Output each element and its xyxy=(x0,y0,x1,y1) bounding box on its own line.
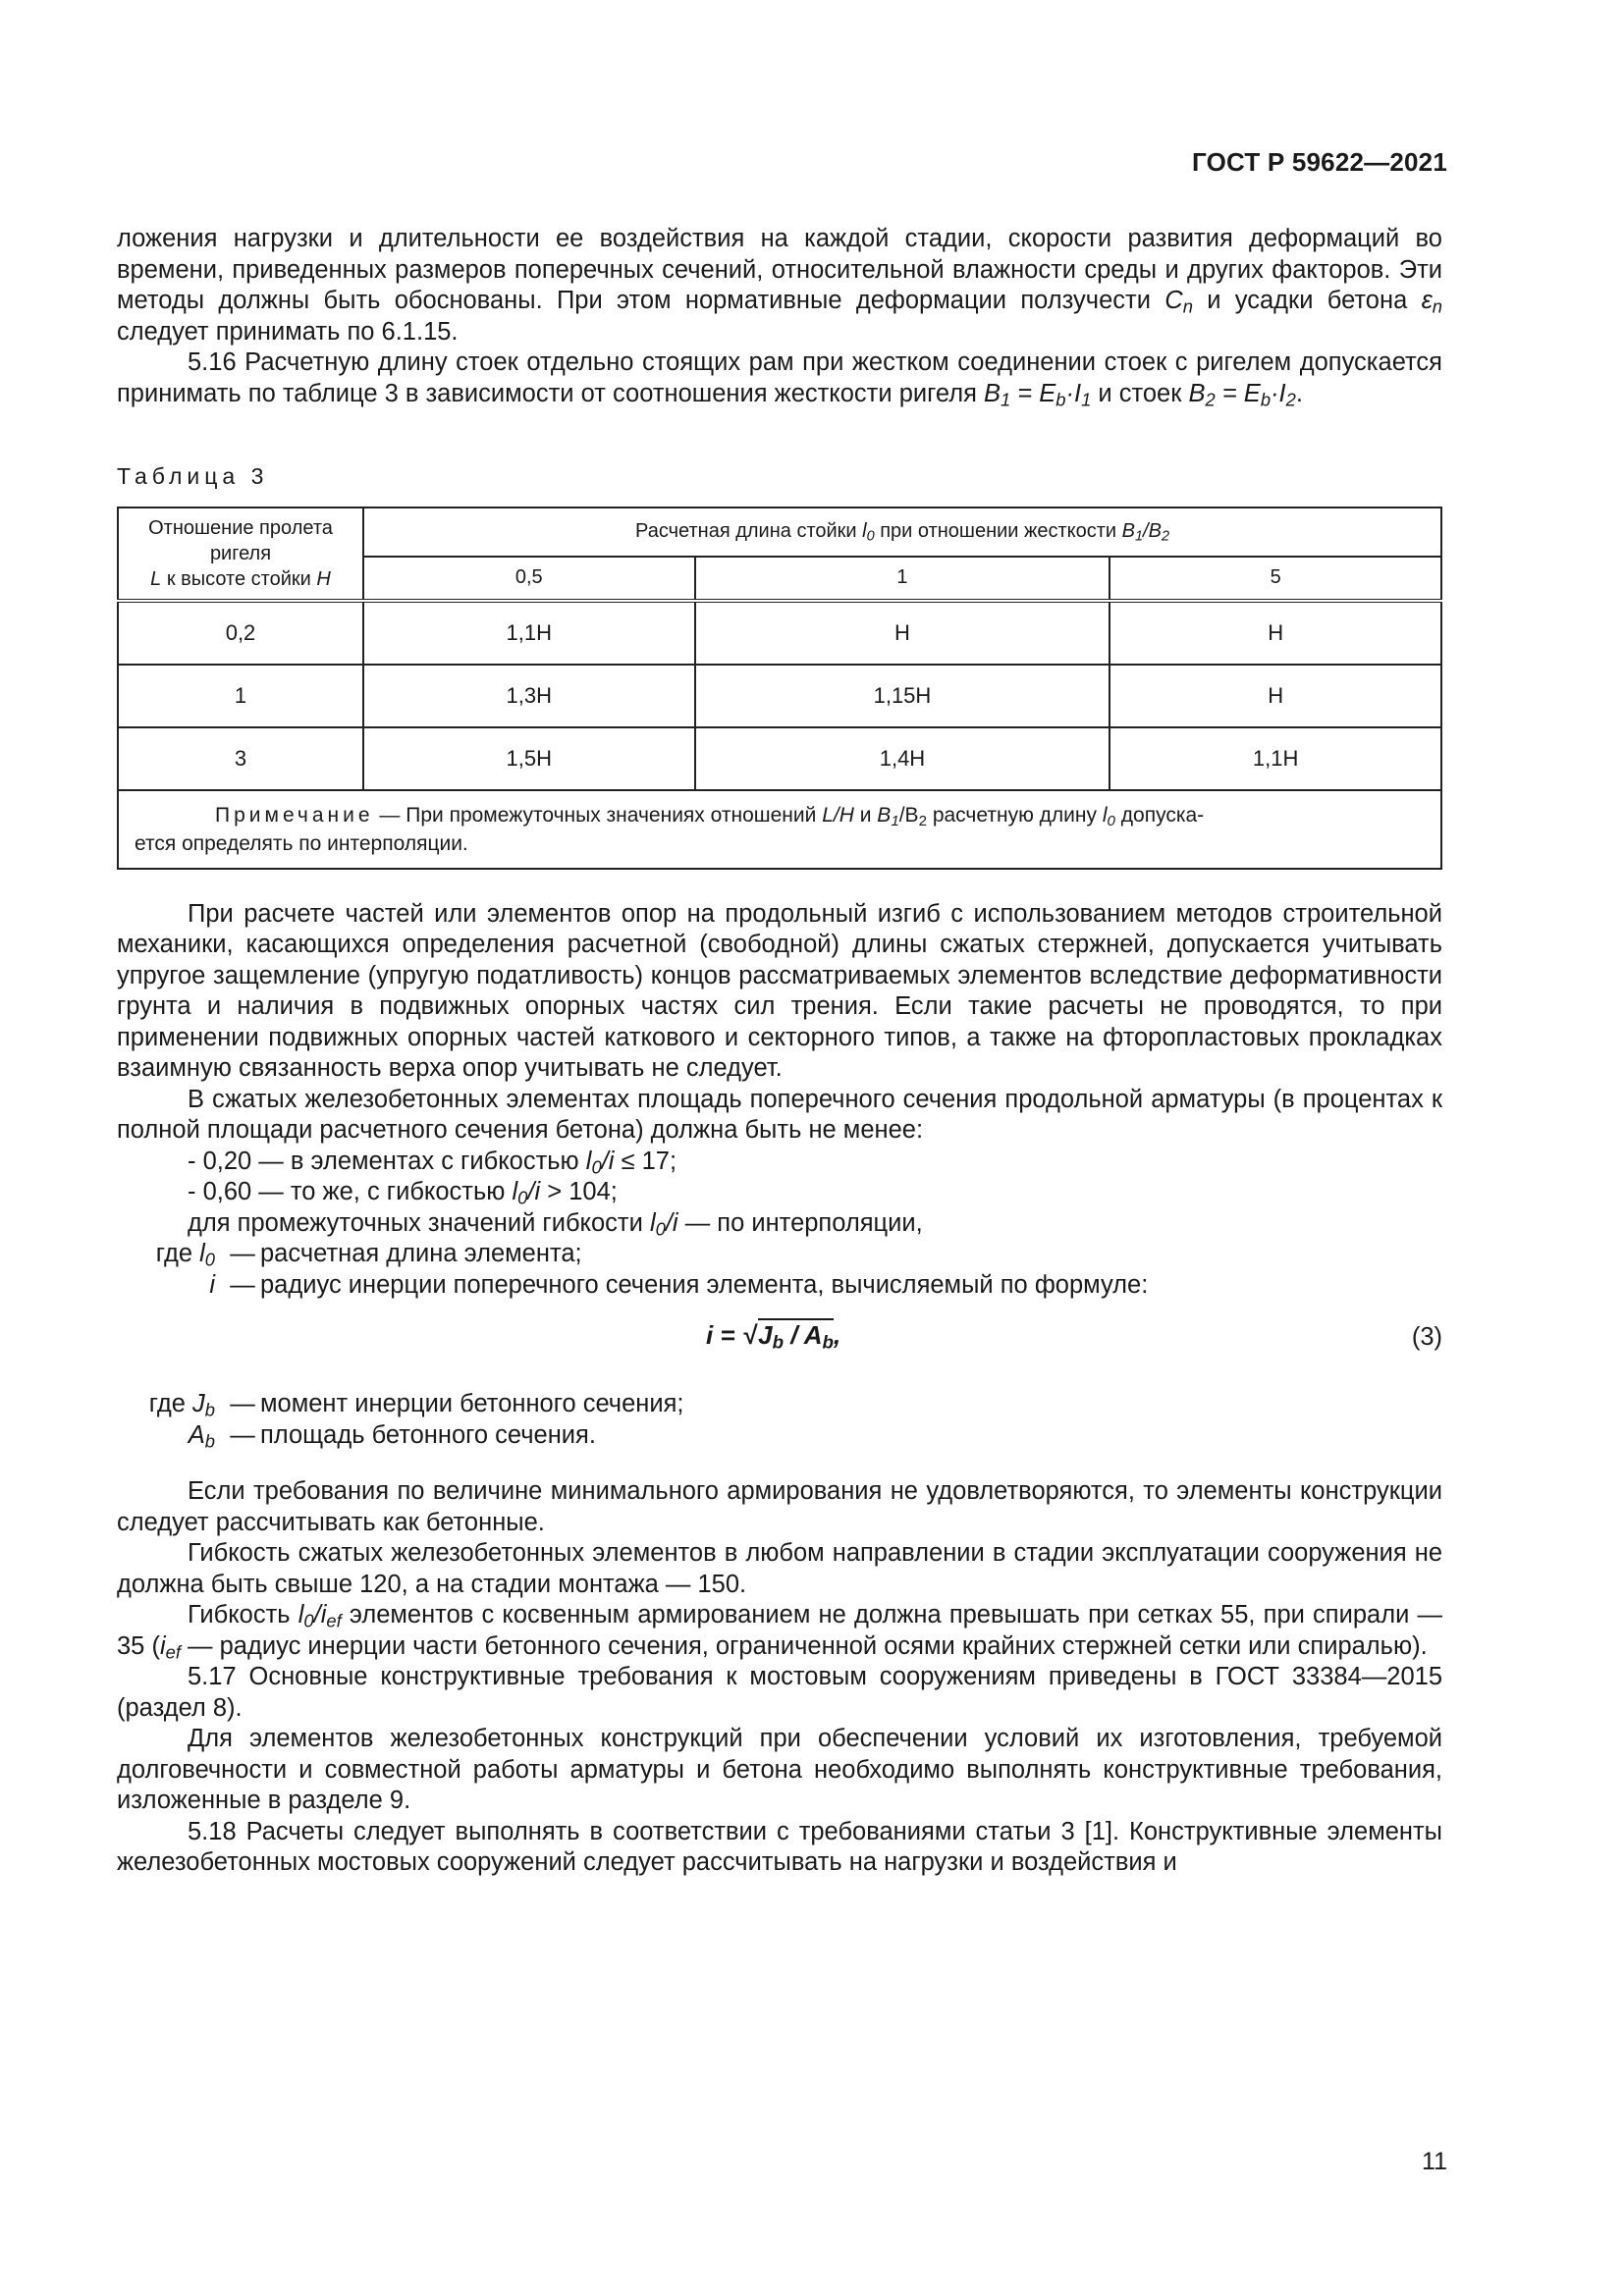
paragraph-creep-tail: и xyxy=(1207,287,1221,314)
definition-text: радиус инерции поперечного сечения элемента, вычисляемый по формуле: xyxy=(260,1270,1149,1299)
list-item-020 xyxy=(117,1147,1442,1178)
definition-Jb xyxy=(117,1389,1442,1420)
list-item-intermediate-tail: — по интерполяции, xyxy=(684,1208,923,1237)
paragraph-buckling: При расчете частей или элементов опор на продольный изгиб с использованием методов строительной механики, касающихся определения расчетной (свободной) длины сжатых стержней, допускается учитывать упругое защемление (упругую податливость) концов рассматриваемых элементов вследствие деформативности грунта и наличия в подвижных опорных частях сил трения. Если такие расчеты не проводятся, то при применении подвижных опорных частей каткового и секторного типов, а также на фторопластовых прокладках взаимную связанность верха опор учитывать не следует. xyxy=(117,899,1442,1082)
table-subhead-2: 5 xyxy=(1110,557,1441,601)
table-note-label: Примечание xyxy=(215,803,374,827)
symbol-l0-i: $l_0/i$ xyxy=(649,1208,678,1240)
page-number: 11 xyxy=(1422,2148,1447,2175)
symbol-L: L xyxy=(150,567,162,590)
table-head-length-text: Расчетная длина стойки xyxy=(635,519,857,542)
table-3 xyxy=(117,507,1442,870)
paragraph-min-reinforcement: Если требования по величине минимального армирования не удовлетворяются, то элементы конструкции следует рассчитывать как бетонные. xyxy=(117,1477,1442,1536)
table-cell-ratio: 0,2 xyxy=(118,601,363,665)
list-item-intermediate-text: для промежуточных значений гибкости xyxy=(188,1208,643,1237)
list-item-intermediate xyxy=(117,1208,1442,1240)
table-note-text-e: ется определять по интерполяции. xyxy=(135,831,468,855)
table-note: Примечание — При промежуточных значениях отношений L/H и $B_1/B_2$ расчетную длину $l_0$ допуска- ется определять по интерполяции. xyxy=(118,790,1441,869)
symbol-l0-i: $l_0/i$ xyxy=(585,1147,615,1178)
paragraph-shrinkage-text: усадки бетона xyxy=(1234,287,1408,314)
symbol-l0: $l_0$ xyxy=(862,519,875,545)
formula-B1: $B_1 = E_b\cdot I_1$ xyxy=(983,379,1092,410)
table-cell-ratio: 1 xyxy=(118,665,363,727)
paragraph-durability: Для элементов железобетонных конструкций при обеспечении условий их изготовления, требуемой долговечности и совместной работы арматуры и бетона необходимо выполнять конструктивные требования, изложенные в разделе 9. xyxy=(117,1725,1442,1814)
symbol-Jb: $J_b$ xyxy=(192,1390,215,1420)
table-cell: H xyxy=(1110,601,1441,665)
table-cell: 1,3H xyxy=(363,665,695,727)
paragraph-5-16: 5.16 Расчетную длину стоек отдельно стоящих рам при жестком соединении стоек с ригелем допускается принимать по таблице 3 в зависимости от соотношения жесткости ригеля $B_1 = E_b\cdot I_1$ и стоек $B_2 = E_b\cdot I_2$. xyxy=(117,348,1442,410)
list-item-060-tail: > 104; xyxy=(547,1178,618,1205)
paragraph-slenderness: Гибкость сжатых железобетонных элементов в любом направлении в стадии эксплуатации сооружения не должна быть свыше 120, а на стадии монтажа — 150. xyxy=(117,1539,1442,1598)
table-head-length xyxy=(363,507,1441,557)
table-subhead-0: 0,5 xyxy=(363,557,695,601)
list-item-020-text: - 0,20 — в элементах с гибкостью xyxy=(188,1147,579,1175)
table-cell: 1,5H xyxy=(363,727,695,790)
table-note-text-b: и xyxy=(859,803,872,827)
definition-Ab xyxy=(117,1420,1442,1452)
definition-l0 xyxy=(117,1239,1442,1270)
where-word: где xyxy=(148,1390,186,1417)
paragraph-5-16-text: 5.16 Расчетную длину стоек отдельно стоящих рам при жестком соединении стоек с ригелем допускается принимать по таблице 3 в зависимости от соотношения жесткости ригеля xyxy=(117,348,1442,407)
symbol-L-H: L/H xyxy=(822,803,854,827)
table-head-ratio-line2: к высоте стойки xyxy=(166,567,311,590)
symbol-epsilon-n: $\varepsilon_n$ xyxy=(1421,287,1442,317)
formula-B2: $B_2 = E_b\cdot I_2$ xyxy=(1188,379,1296,410)
paragraph-indirect-b: элементов с косвенным армированием не должна превышать при сетках 55, при спирали — 35 ( xyxy=(117,1601,1442,1660)
table-head-length-text2: при отношении жесткости xyxy=(880,519,1117,542)
table-cell-ratio: 3 xyxy=(118,727,363,790)
formula-number: (3) xyxy=(1411,1323,1442,1351)
table-row xyxy=(118,601,1441,665)
paragraph-5-18: 5.18 Расчеты следует выполнять в соответствии с требованиями статьи 3 [1]. Конструктивные элементы железобетонных мостовых сооружений следует рассчитывать на нагрузки и воздействия и xyxy=(117,1817,1442,1876)
table-cell: H xyxy=(695,601,1110,665)
definition-text: момент инерции бетонного сечения; xyxy=(260,1390,684,1417)
table-head-ratio xyxy=(118,507,363,601)
symbol-ief: $i_{ef}$ xyxy=(159,1631,181,1663)
paragraph-indirect-a: Гибкость xyxy=(188,1601,291,1629)
definition-key xyxy=(117,1389,225,1420)
page-content xyxy=(117,224,1442,1879)
table-note-text-a: — При промежуточных значениях отношений xyxy=(379,803,817,827)
definition-key: i xyxy=(209,1270,215,1299)
paragraph-shrinkage-tail: следует принимать по 6.1.15. xyxy=(117,317,459,346)
definition-key xyxy=(117,1239,225,1270)
paragraph-5-17: 5.17 Основные конструктивные требования к мостовым сооружениям приведены в ГОСТ 33384—2015 (раздел 8). xyxy=(117,1663,1442,1722)
definition-dash: — xyxy=(230,1270,255,1299)
table-row xyxy=(118,665,1441,727)
table-cell: 1,15H xyxy=(695,665,1110,727)
table-cell: 1,1H xyxy=(363,601,695,665)
symbol-l0-ief: $l_0/i_{ef}$ xyxy=(298,1601,342,1631)
table-cell: H xyxy=(1110,665,1441,727)
symbol-l0: $l_0$ xyxy=(199,1240,215,1270)
table-note-text-d: допуска- xyxy=(1120,803,1205,827)
table-cell: 1,4H xyxy=(695,727,1110,790)
formula-3 xyxy=(117,1314,1442,1373)
where-word: где xyxy=(155,1240,193,1267)
table-caption: Таблица 3 xyxy=(117,463,269,489)
symbol-l0-i: $l_0/i$ xyxy=(512,1178,541,1208)
definition-text: площадь бетонного сечения. xyxy=(260,1420,596,1449)
table-head-ratio-line1: Отношение пролета ригеля xyxy=(148,516,333,564)
paragraph-5-16-mid: и стоек xyxy=(1098,379,1182,407)
paragraph-creep-text: ложения нагрузки и длительности ее воздействия на каждой стадии, скорости развития деформаций во времени, приведенных размеров поперечных сечений, относительной влажности среды и других факторов. Эти методы должны быть обоснованы. При этом нормативные деформации ползучести xyxy=(117,225,1442,314)
definition-key: $A_b$ xyxy=(188,1420,215,1452)
formula-expression: $i = √J_b / A_b$, xyxy=(706,1320,841,1353)
definition-dash: — xyxy=(230,1420,255,1449)
table-note-text-c: расчетную длину xyxy=(932,803,1097,827)
table-subhead-1: 1 xyxy=(695,557,1110,601)
definition-text: расчетная длина элемента; xyxy=(260,1240,582,1267)
symbol-H: H xyxy=(316,567,331,590)
symbol-B1-B2: $B_1/B_2$ xyxy=(1121,519,1169,545)
paragraph-indirect-reinforcement xyxy=(117,1600,1442,1662)
list-item-020-tail: ≤ 17; xyxy=(621,1147,677,1175)
paragraph-creep xyxy=(117,224,1442,347)
paragraph-reinforcement: В сжатых железобетонных элементах площадь поперечного сечения продольной арматуры (в процентах к полной площади расчетного сечения бетона) должна быть не менее: xyxy=(117,1085,1442,1144)
list-item-060 xyxy=(117,1177,1442,1208)
document-header: ГОСТ Р 59622—2021 xyxy=(1192,147,1447,177)
definition-i xyxy=(117,1270,1442,1302)
list-item-060-text: - 0,60 — то же, с гибкостью xyxy=(188,1178,506,1205)
symbol-B1-B2-note: $B_1$ xyxy=(877,803,899,829)
symbol-l0-note: $l_0$ xyxy=(1102,803,1115,829)
paragraph-indirect-c: — радиус инерции части бетонного сечения, ограниченной осями крайних стержней сетки или спиралью). xyxy=(188,1631,1428,1660)
definition-dash: — xyxy=(230,1390,255,1417)
table-row xyxy=(118,727,1441,790)
definition-dash: — xyxy=(230,1240,255,1267)
table-cell: 1,1H xyxy=(1110,727,1441,790)
symbol-Cn: $C_n$ xyxy=(1164,287,1193,317)
